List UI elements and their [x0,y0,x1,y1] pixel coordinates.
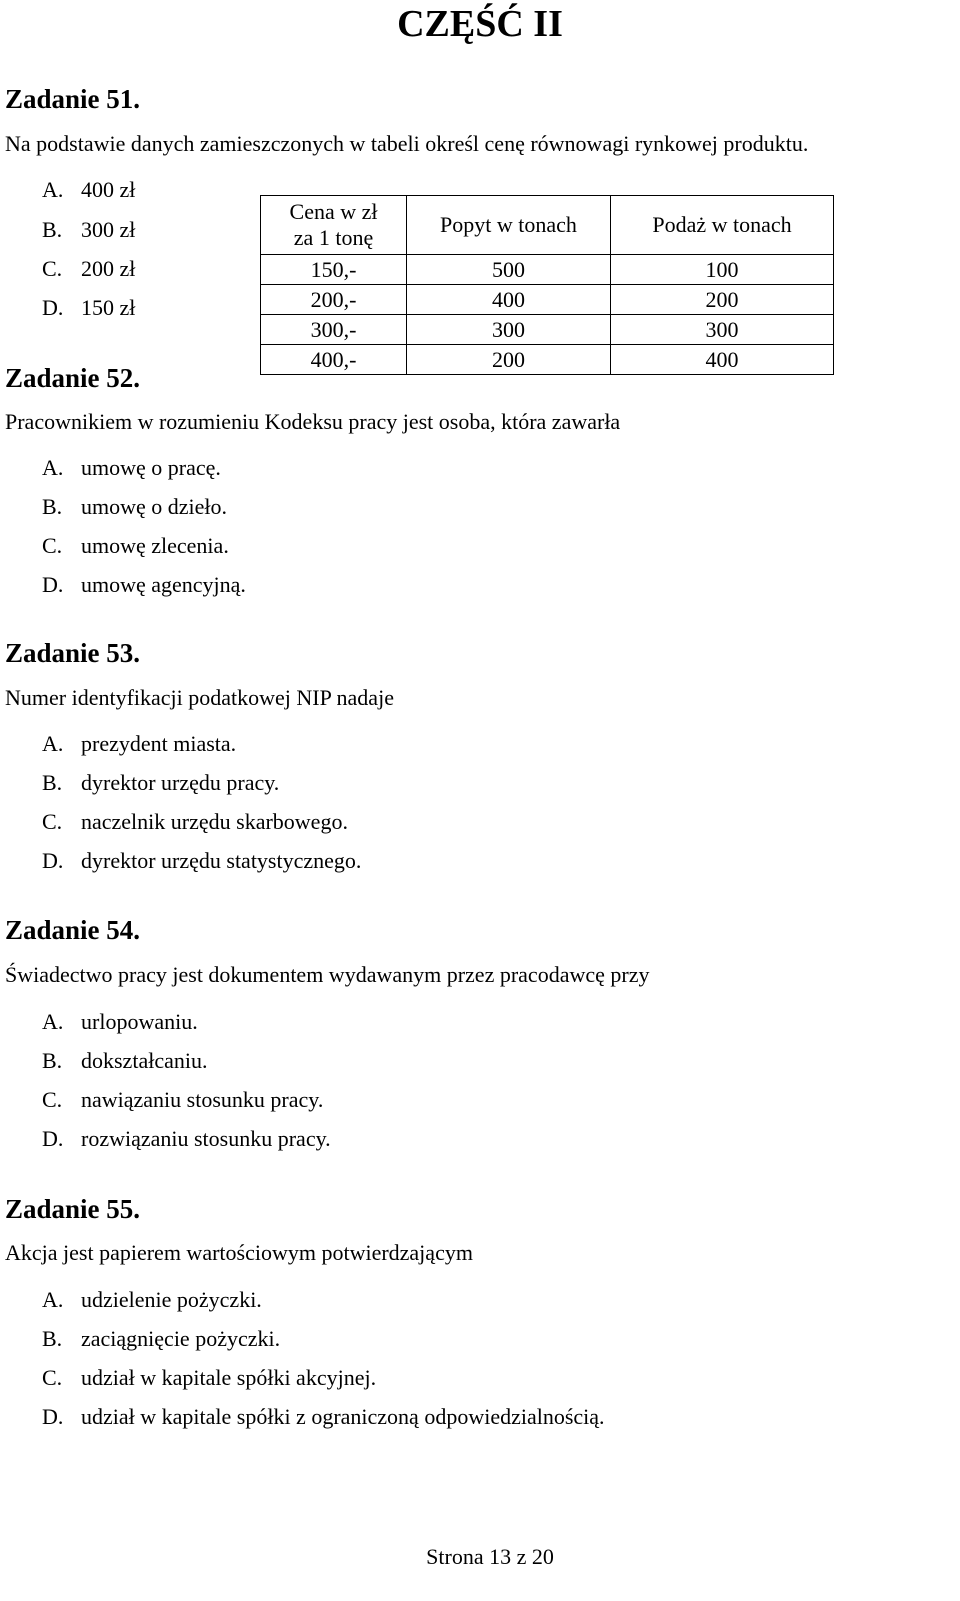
task-51-option-d: 150 zł [81,295,136,320]
price-table [260,195,834,375]
task-54-option-c-letter: C. [42,1087,63,1112]
page-footer: Strona 13 z 20 [426,1544,554,1569]
task-51-option-c-letter: C. [42,256,63,281]
task-55-option-d: udział w kapitale spółki z ograniczoną odpowiedzialnością. [81,1404,605,1429]
task-52-option-a-letter: A. [42,455,64,480]
table-row [261,315,834,345]
task-51-question: Na podstawie danych zamieszczonych w tabeli określ cenę równowagi rynkowej produktu. [5,131,809,156]
table-cell: 200,- [261,285,407,315]
task-55-option-c: udział w kapitale spółki akcyjnej. [81,1365,377,1390]
task-55-option-b: zaciągnięcie pożyczki. [81,1326,281,1351]
task-54-option-b-letter: B. [42,1048,63,1073]
task-54-option-d-letter: D. [42,1126,64,1151]
task-55-title: Zadanie 55. [5,1194,141,1224]
task-54-title: Zadanie 54. [5,915,141,945]
task-53-option-d-letter: D. [42,848,64,873]
task-55-option-c-letter: C. [42,1365,63,1390]
table-row [261,345,834,375]
task-51-title: Zadanie 51. [5,84,141,114]
task-53-option-a: prezydent miasta. [81,731,237,756]
task-52-option-c: umowę zlecenia. [81,533,229,558]
header-supply: Podaż w tonach [611,196,834,255]
task-51-option-d-letter: D. [42,295,64,320]
table-cell: 500 [407,255,611,285]
task-55-option-a: udzielenie pożyczki. [81,1287,262,1312]
task-52-option-d: umowę agencyjną. [81,572,246,597]
task-53-option-a-letter: A. [42,731,64,756]
task-53-title: Zadanie 53. [5,638,141,668]
task-54-option-b: dokształcaniu. [81,1048,208,1073]
task-54-option-c: nawiązaniu stosunku pracy. [81,1087,324,1112]
header-demand: Popyt w tonach [407,196,611,255]
task-53-option-c-letter: C. [42,809,63,834]
task-52-option-b-letter: B. [42,494,63,519]
table-cell: 100 [611,255,834,285]
table-cell: 400 [407,285,611,315]
task-54-option-a: urlopowaniu. [81,1009,198,1034]
task-55-option-d-letter: D. [42,1404,64,1429]
task-51-option-a-letter: A. [42,177,64,202]
table-cell: 400,- [261,345,407,375]
task-55-option-a-letter: A. [42,1287,64,1312]
task-53-option-d: dyrektor urzędu statystycznego. [81,848,362,873]
table-cell: 400 [611,345,834,375]
task-54-question: Świadectwo pracy jest dokumentem wydawanym przez pracodawcę przy [5,962,650,987]
table-cell: 200 [611,285,834,315]
task-54-option-a-letter: A. [42,1009,64,1034]
task-53-question: Numer identyfikacji podatkowej NIP nadaje [5,685,394,710]
table-cell: 150,- [261,255,407,285]
table-cell: 300 [407,315,611,345]
task-52-option-a: umowę o pracę. [81,455,221,480]
task-51-option-b: 300 zł [81,217,136,242]
table-cell: 300,- [261,315,407,345]
task-54-option-d: rozwiązaniu stosunku pracy. [81,1126,331,1151]
task-53-option-b: dyrektor urzędu pracy. [81,770,280,795]
table-row [261,285,834,315]
task-55-option-b-letter: B. [42,1326,63,1351]
part-title: CZĘŚĆ II [397,3,563,45]
task-52-title: Zadanie 52. [5,363,141,393]
task-53-option-b-letter: B. [42,770,63,795]
header-price-line1: Cena w zł [289,199,378,224]
task-51-option-a: 400 zł [81,177,136,202]
header-price [261,196,407,255]
task-52-question: Pracownikiem w rozumieniu Kodeksu pracy jest osoba, która zawarła [5,409,621,434]
task-55-question: Akcja jest papierem wartościowym potwierdzającym [5,1240,473,1265]
header-price-line2: za 1 tonę [293,225,374,250]
task-51-option-b-letter: B. [42,217,63,242]
task-51-option-c: 200 zł [81,256,136,281]
task-52-option-c-letter: C. [42,533,63,558]
table-cell: 300 [611,315,834,345]
table-header-row [261,196,834,255]
task-52-option-b: umowę o dzieło. [81,494,228,519]
table-row [261,255,834,285]
table-cell: 200 [407,345,611,375]
task-53-option-c: naczelnik urzędu skarbowego. [81,809,348,834]
task-52-option-d-letter: D. [42,572,64,597]
